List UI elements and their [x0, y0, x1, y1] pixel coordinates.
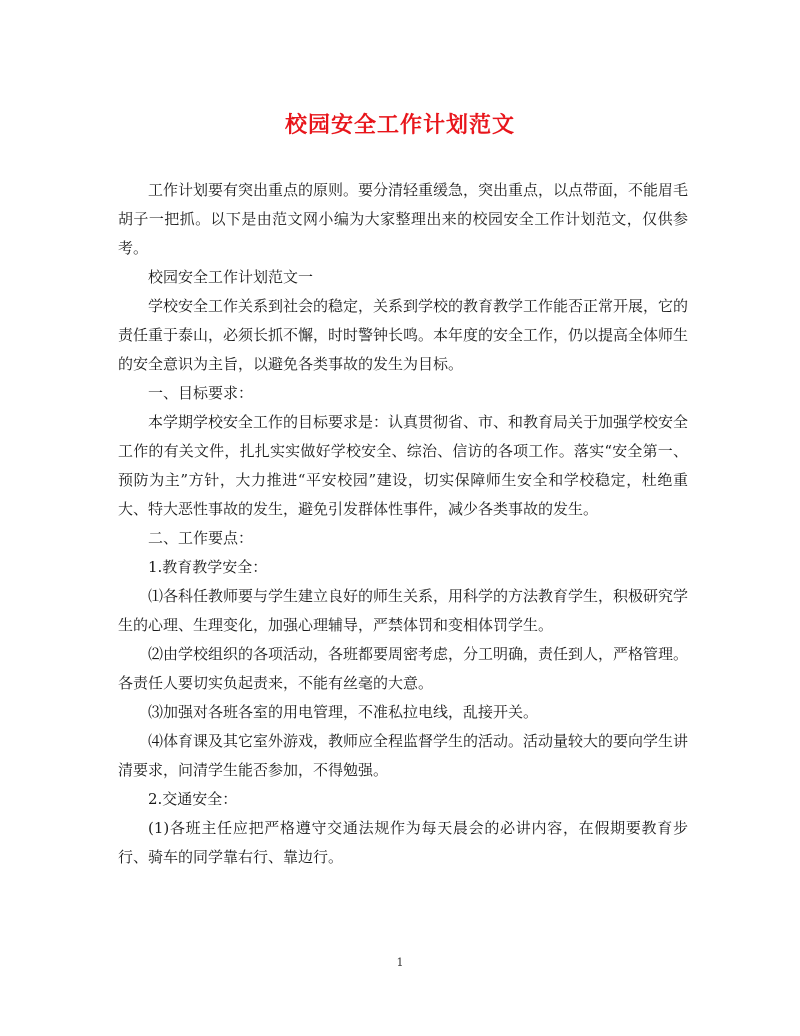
paragraph-heading-key-points: 二、工作要点： — [148, 529, 254, 547]
paragraph-item-3: ⑶加强对各班各室的用电管理，不准私拉电线，乱接开关。 — [148, 703, 539, 721]
paragraph-item-1: ⑴各科任教师要与学生建立良好的师生关系，用科学的方法教育学生，积极研究学生的心理、生理变化，加强心理辅导，严禁体罚和变相体罚学生。 — [118, 587, 689, 634]
paragraph-heading-goals: 一、目标要求： — [148, 384, 254, 402]
paragraph-heading-traffic-safety: 2.交通安全： — [148, 790, 238, 808]
paragraph-section-heading: 校园安全工作计划范文一 — [148, 268, 314, 286]
paragraph-intro: 工作计划要有突出重点的原则。要分清轻重缓急，突出重点，以点带面，不能眉毛胡子一把抓。以下是由范文网小编为大家整理出来的校园安全工作计划范文，仅供参考。 — [118, 181, 689, 257]
paragraph-traffic-item-1: (1)各班主任应把严格遵守交通法规作为每天晨会的必讲内容，在假期要教育步行、骑车的同学靠右行、靠边行。 — [118, 819, 688, 866]
paragraph-goals: 本学期学校安全工作的目标要求是：认真贯彻省、市、和教育局关于加强学校安全工作的有关文件，扎扎实实做好学校安全、综治、信访的各项工作。落实“安全第一、预防为主”方针，大力推进“平安校园”建设，切实保障师生安全和学校稳定，杜绝重大、特大恶性事故的发生，避免引发群体性事件，减少各类事故的发生。 — [118, 413, 689, 518]
paragraph-item-4: ⑷体育课及其它室外游戏，教师应全程监督学生的活动。活动量较大的要向学生讲清要求，问清学生能否参加，不得勉强。 — [118, 732, 689, 779]
page-number: 1 — [396, 956, 404, 969]
document-title: 校园安全工作计划范文 — [284, 112, 515, 138]
paragraph-overview: 学校安全工作关系到社会的稳定，关系到学校的教育教学工作能否正常开展，它的责任重于泰山，必须长抓不懈，时时警钟长鸣。本年度的安全工作，仍以提高全体师生的安全意识为主旨，以避免各类事故的发生为目标。 — [118, 297, 689, 373]
document-body — [118, 176, 688, 872]
paragraph-item-2: ⑵由学校组织的各项活动，各班都要周密考虑，分工明确，责任到人，严格管理。各责任人要切实负起责来，不能有丝毫的大意。 — [118, 645, 689, 692]
paragraph-heading-teaching-safety: 1.教育教学安全： — [148, 558, 268, 576]
